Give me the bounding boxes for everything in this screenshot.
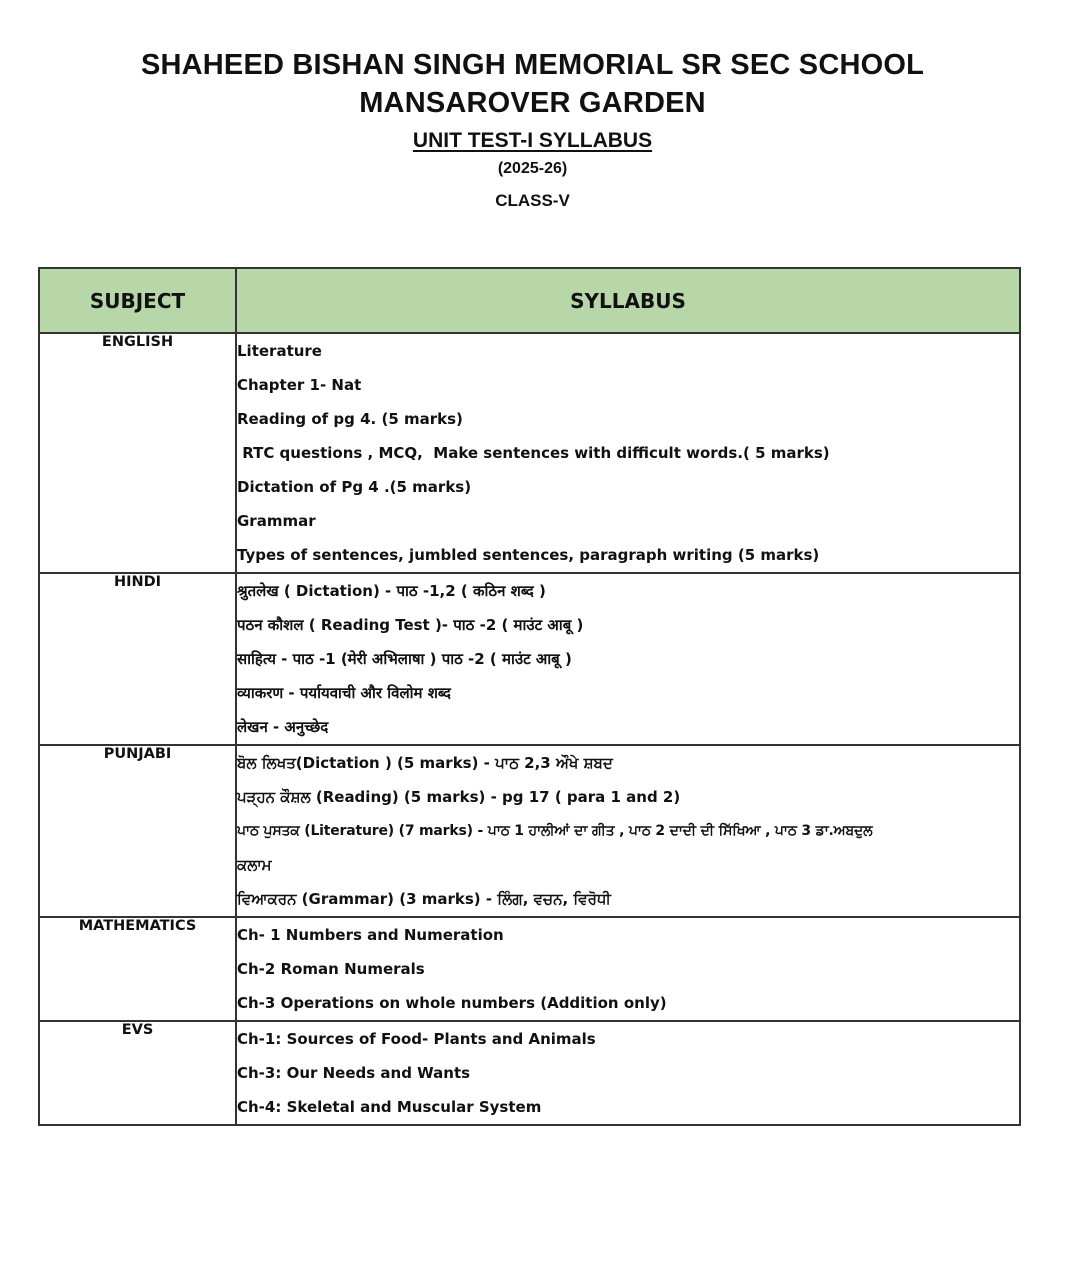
syllabus-cell (236, 333, 1020, 573)
syllabus-line: Chapter 1- Nat (237, 376, 362, 394)
syllabus-cell (236, 573, 1020, 745)
table-row-evs (39, 1021, 1020, 1125)
session-year: (2025-26) (497, 160, 568, 177)
syllabus-cell (236, 917, 1020, 1021)
subject-cell: HINDI (39, 573, 236, 745)
syllabus-line: Types of sentences, jumbled sentences, paragraph writing (5 marks) (237, 546, 820, 564)
table-header-row (39, 268, 1020, 333)
syllabus-line: Ch-2 Roman Numerals (237, 960, 425, 978)
test-title: UNIT TEST-I SYLLABUS (412, 129, 653, 152)
syllabus-line: Dictation of Pg 4 .(5 marks) (237, 478, 472, 496)
syllabus-line: Grammar (237, 512, 316, 530)
syllabus-line: व्याकरण - पर्यायवाची और विलोम शब्द (237, 684, 451, 702)
syllabus-column-header: SYLLABUS (236, 268, 1020, 333)
syllabus-line: ਵਿਆਕਰਨ (Grammar) (3 marks) - ਲਿੰਗ, ਵਚਨ, ਵਿਰੋਧੀ (237, 890, 611, 908)
syllabus-line: Literature (237, 342, 322, 360)
school-name-line-1: SHAHEED BISHAN SINGH MEMORIAL SR SEC SCHOOL (140, 49, 925, 81)
syllabus-cell (236, 745, 1020, 917)
syllabus-line: Ch-4: Skeletal and Muscular System (237, 1098, 542, 1116)
syllabus-line: ਪੜ੍ਹਨ ਕੌਸ਼ਲ (Reading) (5 marks) - pg 17 ( para 1 and 2) (237, 788, 681, 806)
class-label: CLASS-V (495, 191, 570, 210)
syllabus-line: ਬੋਲ ਲਿਖਤ(Dictation ) (5 marks) - ਪਾਠ 2,3 ਔਖੇ ਸ਼ਬਦ (237, 754, 613, 772)
subject-cell: ENGLISH (39, 333, 236, 573)
syllabus-line: Reading of pg 4. (5 marks) (237, 410, 463, 428)
syllabus-cell (236, 1021, 1020, 1125)
syllabus-line: Ch-1: Sources of Food- Plants and Animals (237, 1030, 596, 1048)
table-row-hindi (39, 573, 1020, 745)
subject-cell: PUNJABI (39, 745, 236, 917)
document-header (0, 46, 1065, 212)
syllabus-line: साहित्य - पाठ -1 (मेरी अभिलाषा ) पाठ -2 ( माउंट आबू ) (237, 650, 572, 668)
syllabus-table (38, 267, 1021, 1126)
syllabus-line: लेखन - अनुच्छेद (237, 718, 329, 736)
syllabus-line: पठन कौशल ( Reading Test )- पाठ -2 ( माउंट आबू ) (237, 616, 584, 634)
syllabus-line: Ch-3 Operations on whole numbers (Addition only) (237, 994, 667, 1012)
school-name-line-2: MANSAROVER GARDEN (359, 87, 706, 119)
syllabus-line: ਕਲਾਮ (237, 856, 272, 874)
subject-cell: MATHEMATICS (39, 917, 236, 1021)
syllabus-line: Ch- 1 Numbers and Numeration (237, 926, 504, 944)
subject-column-header: SUBJECT (39, 268, 236, 333)
syllabus-line: श्रुतलेख ( Dictation) - पाठ -1,2 ( कठिन शब्द ) (237, 582, 546, 600)
syllabus-line: Ch-3: Our Needs and Wants (237, 1064, 471, 1082)
syllabus-line: RTC questions , MCQ, Make sentences with difficult words.( 5 marks) (237, 444, 830, 462)
table-row-english (39, 333, 1020, 573)
table-row-punjabi (39, 745, 1020, 917)
subject-cell: EVS (39, 1021, 236, 1125)
syllabus-line: ਪਾਠ ਪੁਸਤਕ (Literature) (7 marks) - ਪਾਠ 1 ਹਾਲੀਆਂ ਦਾ ਗੀਤ , ਪਾਠ 2 ਦਾਦੀ ਦੀ ਸਿੱਖਿਆ , ਪਾਠ 3 ਡਾ.ਅਬਦੁਲ (237, 823, 873, 839)
table-row-mathematics (39, 917, 1020, 1021)
